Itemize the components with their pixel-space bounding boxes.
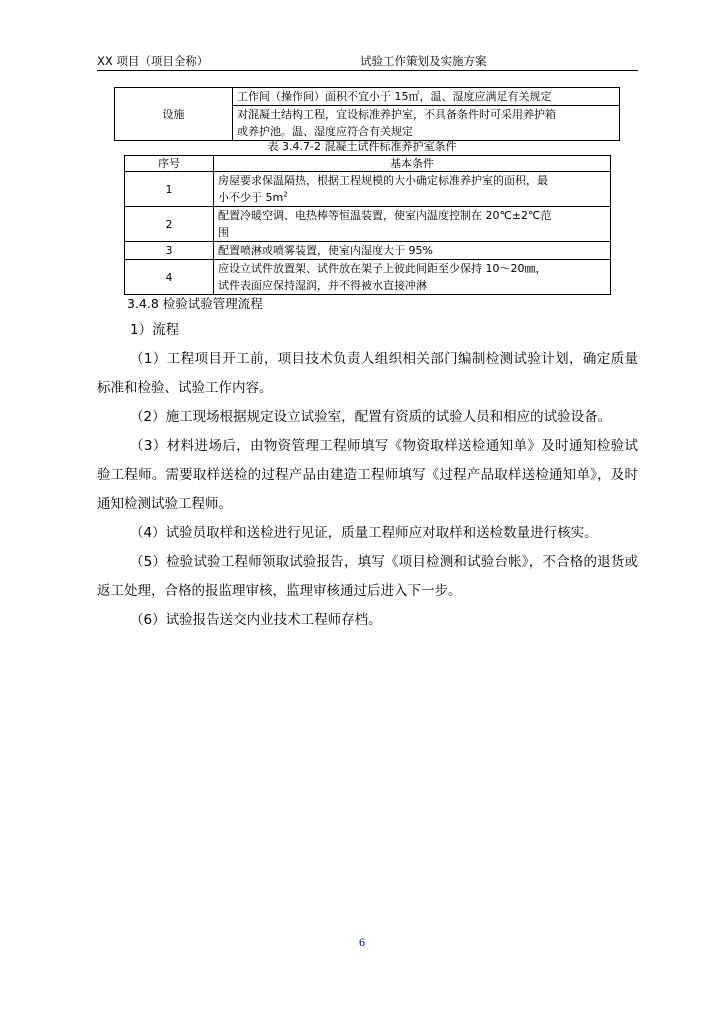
section-title: 3.4.8 检验试验管理流程 (127, 296, 263, 311)
row-condition-line1: 房屋要求保温隔热，根据工程规模的大小确定标准养护室的面积，最 (218, 174, 548, 187)
row-condition-line2-text: 小不少于 5m (218, 191, 284, 204)
row-condition-line2: 围 (218, 226, 229, 239)
table-row (125, 172, 611, 207)
table-header-row (125, 156, 611, 172)
row-num: 3 (125, 242, 214, 260)
header-document-title: 试验工作策划及实施方案 (360, 54, 487, 68)
page-header (97, 52, 638, 71)
table-row (125, 207, 611, 242)
curing-room-table (124, 155, 611, 295)
row-condition-line2: 试件表面应保持湿润，并不得被水直接冲淋 (218, 279, 427, 292)
header-project-name: XX 项目（项目全称） (97, 54, 209, 68)
row-condition-line2 (218, 189, 606, 206)
facility-row-curing-line1: 对混凝土结构工程，宜设标准养护室，不具备条件时可采用养护箱 (237, 108, 556, 121)
table-caption: 表 3.4.7-2 混凝土试件标准养护室条件 (267, 140, 457, 153)
row-condition-line1: 应设立试件放置架、试件放在架子上彼此间距至少保持 10～20㎜， (218, 262, 547, 275)
facility-row-curing (233, 106, 620, 141)
facility-row-workroom: 工作间（操作间）面积不宜小于 15㎡，温、湿度应满足有关规定 (233, 88, 620, 106)
row-condition-line1: 配置喷淋或喷雾装置，使室内湿度大于 95% (218, 244, 433, 257)
facility-row-curing-line2: 或养护池。温、湿度应符合有关规定 (237, 125, 413, 138)
col-header-num: 序号 (125, 156, 214, 172)
row-num: 4 (125, 260, 214, 295)
paragraph-step-2: （2）施工现场根据规定设立试验室，配置有资质的试验人员和相应的试验设备。 (130, 409, 612, 425)
facility-table (114, 87, 620, 141)
row-condition (214, 172, 611, 207)
table-row (125, 242, 611, 260)
paragraph-step-1: （1）工程项目开工前，项目技术负责人组织相关部门编制检测试验计划，确定质量标准和检验、试验工作内容。 (97, 351, 638, 396)
paragraph-step-3: （3）材料进场后，由物资管理工程师填写《物资取样送检通知单》及时通知检验试验工程师。需要取样送检的过程产品由建造工程师填写《过程产品取样送检通知单》，及时通知检测试验工程师。 (97, 438, 638, 512)
row-condition (214, 242, 611, 260)
table-row (125, 260, 611, 295)
superscript: 2 (283, 190, 288, 199)
row-condition-line1: 配置冷暖空调、电热棒等恒温装置，使室内温度控制在 20℃±2℃范 (218, 209, 552, 222)
col-header-condition: 基本条件 (214, 156, 611, 172)
subsection-heading: 1）流程 (130, 322, 180, 338)
paragraph-step-4: （4）试验员取样和送检进行见证，质量工程师应对取样和送检数量进行核实。 (130, 525, 598, 541)
row-condition (214, 207, 611, 242)
paragraph-step-6: （6）试验报告送交内业技术工程师存档。 (130, 612, 382, 628)
facility-label: 设施 (115, 88, 233, 141)
row-num: 2 (125, 207, 214, 242)
row-condition (214, 260, 611, 295)
row-num: 1 (125, 172, 214, 207)
paragraph-step-5: （5）检验试验工程师领取试验报告，填写《项目检测和试验台帐》，不合格的退货或返工处理，合格的报监理审核，监理审核通过后进入下一步。 (97, 554, 638, 599)
page-number: 6 (358, 938, 366, 949)
